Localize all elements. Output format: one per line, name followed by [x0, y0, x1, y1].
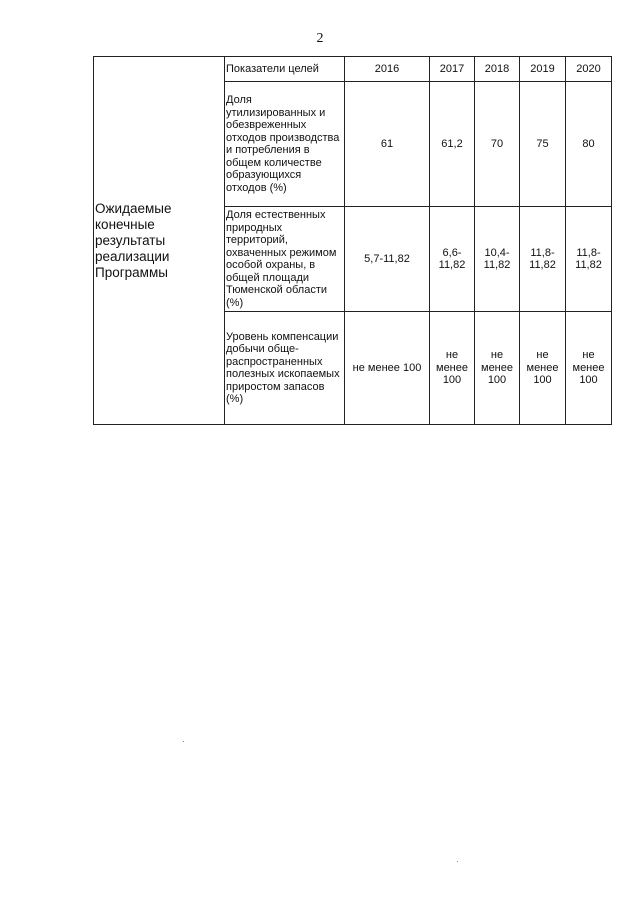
program-results-table: [93, 56, 612, 425]
value-cell: не менее 100: [345, 312, 430, 425]
value-cell: не менее 100: [430, 312, 475, 425]
value-cell: 80: [566, 82, 612, 207]
header-year-2020: 2020: [566, 57, 612, 82]
header-year-2017: 2017: [430, 57, 475, 82]
header-year-2018: 2018: [475, 57, 520, 82]
scan-speck: [183, 741, 184, 742]
value-cell: 70: [475, 82, 520, 207]
value-cell: 6,6-11,82: [430, 207, 475, 312]
value-cell: не менее 100: [475, 312, 520, 425]
scan-speck: [457, 861, 458, 862]
value-cell: 11,8-11,82: [566, 207, 612, 312]
indicator-cell: Доля утилизированных и обезвреженных отходов производства и потребления в общем количестве образующихся отходов (%): [225, 82, 345, 207]
value-cell: 61: [345, 82, 430, 207]
table-header-row: [94, 57, 612, 82]
value-cell: не менее 100: [566, 312, 612, 425]
page-number: 2: [316, 31, 324, 46]
indicator-cell: Доля естественных природных территорий, охваченных режимом особой охраны, в общей площади Тюменской области (%): [225, 207, 345, 312]
value-cell: не менее 100: [520, 312, 566, 425]
value-cell: 10,4-11,82: [475, 207, 520, 312]
header-year-2016: 2016: [345, 57, 430, 82]
value-cell: 11,8-11,82: [520, 207, 566, 312]
value-cell: 5,7-11,82: [345, 207, 430, 312]
section-label: Ожидаемые конечные результаты реализации Программы: [94, 57, 225, 425]
value-cell: 61,2: [430, 82, 475, 207]
indicator-cell: Уровень компенсации добычи обще-распространенных полезных ископаемых приростом запасов (%): [225, 312, 345, 425]
header-year-2019: 2019: [520, 57, 566, 82]
value-cell: 75: [520, 82, 566, 207]
header-indicator: Показатели целей: [225, 57, 345, 82]
